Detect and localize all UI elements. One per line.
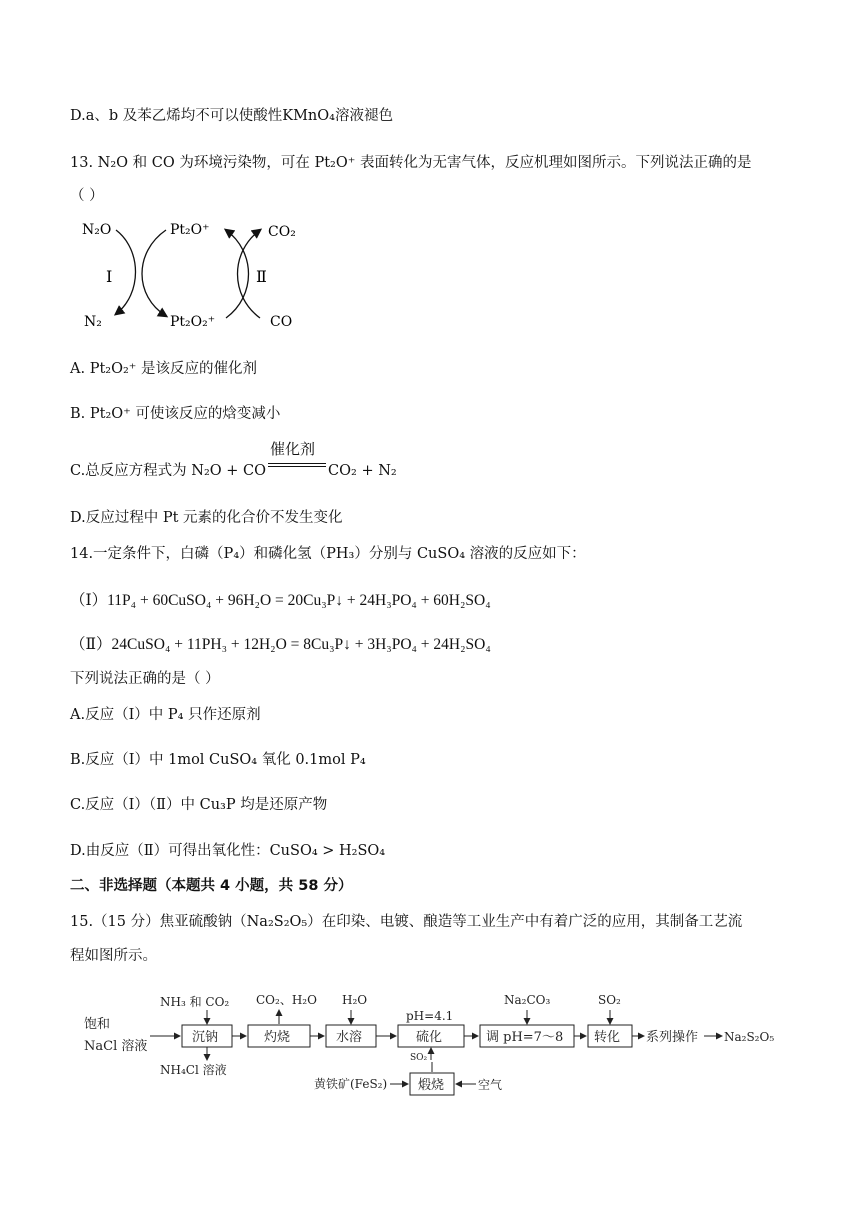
q13-stem: 13. N₂O 和 CO 为环境污染物，可在 Pt₂O⁺ 表面转化为无害气体，反应机理如图所示。下列说法正确的是 <box>70 155 752 171</box>
q12-option-d: D.a、b 及苯乙烯均不可以使酸性KMnO₄溶液褪色 <box>70 108 393 124</box>
flow-feed-line2: NaCl 溶液 <box>84 1039 148 1054</box>
flow-air: 空气 <box>478 1078 503 1092</box>
flow-feed-line1: 饱和 <box>84 1017 111 1032</box>
flow-ph41: pH=4.1 <box>406 1009 454 1023</box>
flow-in-na2co3: Na₂CO₃ <box>504 993 551 1007</box>
flow-series-op: 系列操作 <box>646 1030 699 1045</box>
q14-option-a: A.反应（Ⅰ）中 P₄ 只作还原剂 <box>70 707 261 723</box>
arrow-n2o-to-n2 <box>116 230 136 314</box>
flow-in-h2o: H₂O <box>342 993 368 1007</box>
catalyst-label: 催化剂 <box>270 440 316 458</box>
condition-equals <box>268 440 326 481</box>
diagram-co2: CO₂ <box>268 224 296 240</box>
flow-by-nh4cl: NH₄Cl 溶液 <box>160 1063 227 1077</box>
flow-in-so2: SO₂ <box>598 993 621 1007</box>
q14-question: 下列说法正确的是（ ） <box>70 671 220 687</box>
flow-box-zhuoshao-label: 灼烧 <box>264 1030 291 1045</box>
flow-out-co2-h2o: CO₂、H₂O <box>256 993 317 1007</box>
diagram-co: CO <box>270 314 293 330</box>
section-2-title: 二、非选择题（本题共 4 小题，共 58 分） <box>70 878 353 894</box>
q13-option-b: B. Pt₂O⁺ 可使该反应的焓变减小 <box>70 406 281 422</box>
q15-stem-2: 程如图所示。 <box>70 948 157 964</box>
flow-box-duanshao-label: 煅烧 <box>418 1078 445 1093</box>
flow-so2-up: SO₂ <box>410 1053 428 1063</box>
q13-option-c-prefix: C.总反应方程式为 N₂O + CO <box>70 463 267 479</box>
flow-pyrite: 黄铁矿(FeS₂) <box>314 1077 388 1091</box>
flow-box-liuhua-label: 硫化 <box>416 1030 443 1045</box>
q13-option-c-suffix: CO₂ + N₂ <box>328 463 397 479</box>
q14-option-c: C.反应（Ⅰ）（Ⅱ）中 Cu₃P 均是还原产物 <box>70 797 328 813</box>
flow-box-tiaoph-label: 调 pH=7～8 <box>486 1030 564 1045</box>
q13-stem-bracket: （ ） <box>70 188 104 204</box>
flow-box-shuirong-label: 水溶 <box>336 1030 363 1045</box>
q13-mechanism-diagram <box>78 216 318 336</box>
q13-option-d: D.反应过程中 Pt 元素的化合价不发生变化 <box>70 510 343 526</box>
diagram-n2o: N₂O <box>82 222 112 238</box>
q15-stem: 15.（15 分）焦亚硫酸钠（Na₂S₂O₅）在印染、电镀、酿造等工业生产中有着广泛的应用，其制备工艺流 <box>70 914 743 930</box>
flow-box-chenna-label: 沉钠 <box>192 1030 219 1045</box>
arrow-pt2o-to-pt2o2 <box>142 230 166 316</box>
flow-in-nh3-co2: NH₃ 和 CO₂ <box>160 995 230 1009</box>
q14-option-b: B.反应（Ⅰ）中 1mol CuSO₄ 氧化 0.1mol P₄ <box>70 752 366 768</box>
q14-reaction-1: （Ⅰ）11P₄ + 60CuSO₄ + 96H₂O = 20Cu₃P↓ + 24H₃PO₄ + 60H₂SO₄ <box>70 592 491 609</box>
diagram-step-1: Ⅰ <box>106 267 113 286</box>
flow-product: Na₂S₂O₅ <box>724 1030 775 1044</box>
q13-option-a: A. Pt₂O₂⁺ 是该反应的催化剂 <box>70 361 258 377</box>
q14-option-d: D.由反应（Ⅱ）可得出氧化性：CuSO₄ > H₂SO₄ <box>70 843 386 859</box>
diagram-step-2: Ⅱ <box>256 267 267 286</box>
flow-box-zhuanhua-label: 转化 <box>594 1030 621 1045</box>
diagram-pt2o2-plus: Pt₂O₂⁺ <box>170 314 216 330</box>
q13-option-c <box>70 440 397 481</box>
q14-stem: 14.一定条件下，白磷（P₄）和磷化氢（PH₃）分别与 CuSO₄ 溶液的反应如下： <box>70 546 586 562</box>
diagram-n2: N₂ <box>84 314 102 330</box>
diagram-pt2o-plus: Pt₂O⁺ <box>170 222 210 238</box>
q14-reaction-2: （Ⅱ）24CuSO₄ + 11PH₃ + 12H₂O = 8Cu₃P↓ + 3H₃PO₄ + 24H₂SO₄ <box>70 636 491 653</box>
q15-process-flow-diagram <box>80 988 800 1098</box>
